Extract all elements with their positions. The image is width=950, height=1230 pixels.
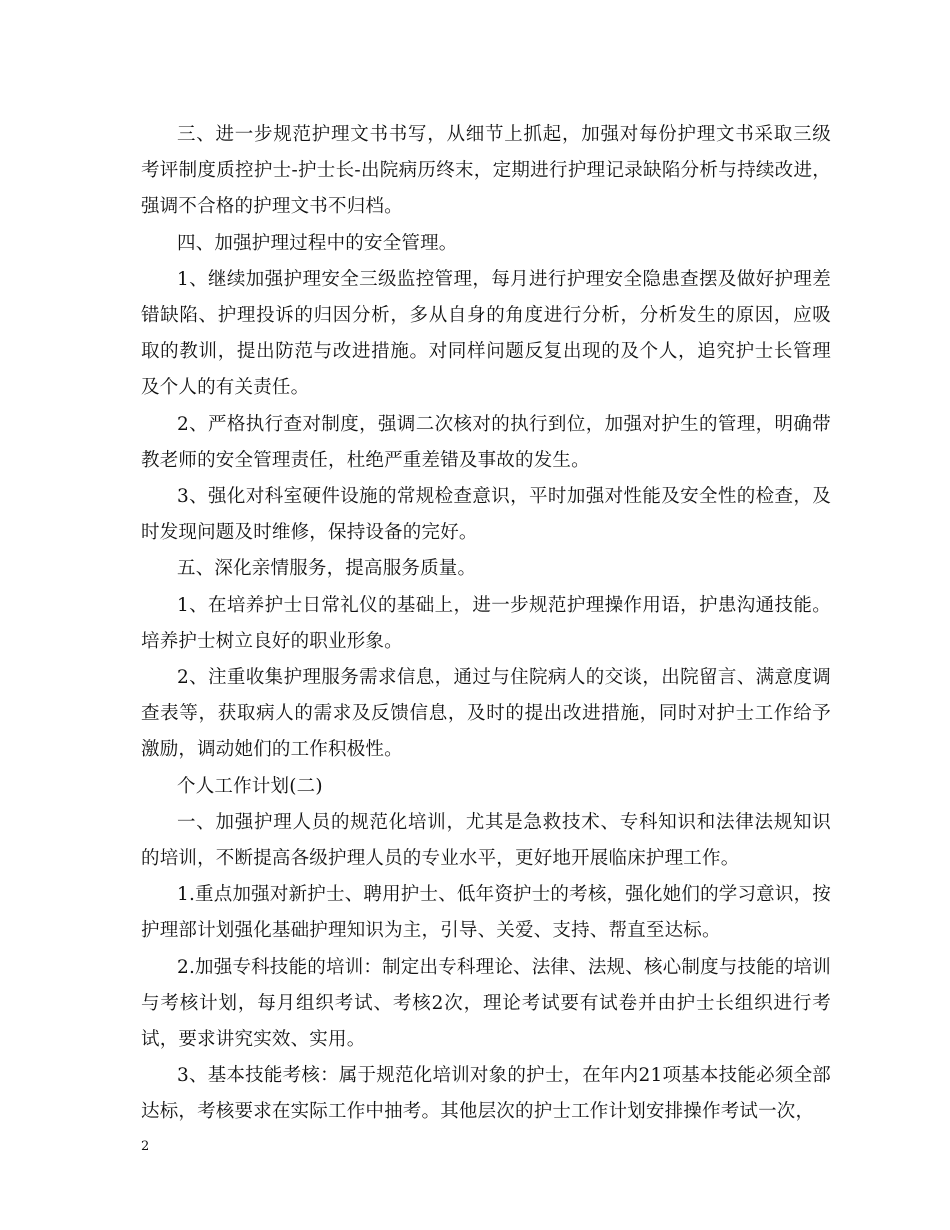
heading-section-four: 四、加强护理过程中的安全管理。	[177, 232, 458, 254]
paragraph-new-nurse-assessment: 1.重点加强对新护士、聘用护士、低年资护士的考核，强化她们的学习意识，按护理部计划强化基础护理知识为主，引导、关爱、支持、帮直至达标。	[141, 884, 831, 942]
paragraph-specialty-training: 2.加强专科技能的培训：制定出专科理论、法律、法规、核心制度与技能的培训与考核计划，每月组织考试、考核2次，理论考试要有试卷并由护士长组织进行考试，要求讲究实效、实用。	[141, 956, 831, 1051]
page-number: 2	[141, 1139, 150, 1154]
heading-section-five: 五、深化亲情服务，提高服务质量。	[177, 558, 477, 580]
paragraph-safety-monitoring: 1、继续加强护理安全三级监控管理，每月进行护理安全隐患查摆及做好护理差错缺陷、护理投诉的归因分析，多从自身的角度进行分析，分析发生的原因，应吸取的教训，提出防范与改进措施。对同样问题反复出现的及个人，追究护士长管理及个人的有关责任。	[141, 268, 831, 399]
paragraph-section-three: 三、进一步规范护理文书书写，从细节上抓起，加强对每份护理文书采取三级考评制度质控护士-护士长-出院病历终末，定期进行护理记录缺陷分析与持续改进，强调不合格的护理文书不归档。	[141, 124, 831, 218]
paragraph-standardized-training: 一、加强护理人员的规范化培训，尤其是急救技术、专科知识和法律法规知识的培训，不断提高各级护理人员的专业水平，更好地开展临床护理工作。	[141, 811, 831, 870]
paragraph-equipment-inspection: 3、强化对科室硬件设施的常规检查意识，平时加强对性能及安全性的检查，及时发现问题及时维修，保持设备的完好。	[141, 486, 831, 544]
heading-work-plan-two: 个人工作计划(二)	[177, 775, 323, 797]
paragraph-basic-skills: 3、基本技能考核：属于规范化培训对象的护士，在年内21项基本技能必须全部达标，考核要求在实际工作中抽考。其他层次的护士工作计划安排操作考试一次，	[141, 1065, 831, 1123]
paragraph-checking-system: 2、严格执行查对制度，强调二次核对的执行到位，加强对护生的管理，明确带教老师的安全管理责任，杜绝严重差错及事故的发生。	[141, 413, 831, 471]
document-body	[141, 117, 831, 1131]
paragraph-service-feedback: 2、注重收集护理服务需求信息，通过与住院病人的交谈，出院留言、满意度调查表等，获取病人的需求及反馈信息，及时的提出改进措施，同时对护士工作给予激励，调动她们的工作积极性。	[141, 667, 831, 761]
paragraph-nurse-etiquette: 1、在培养护士日常礼仪的基础上，进一步规范护理操作用语，护患沟通技能。培养护士树立良好的职业形象。	[141, 594, 831, 652]
